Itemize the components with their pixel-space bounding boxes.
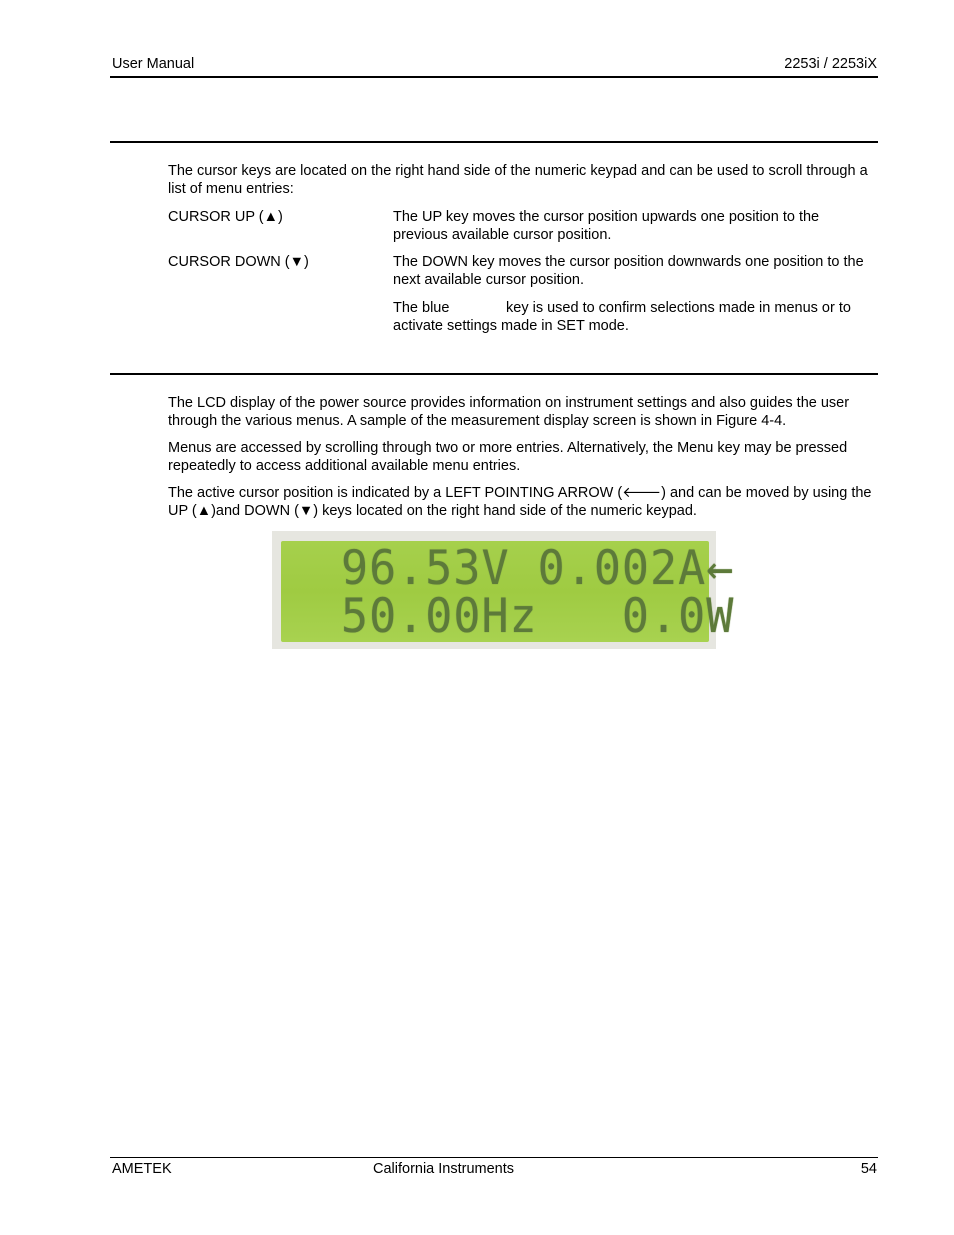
lcd-para-2: Menus are accessed by scrolling through two or more entries. Alternatively, the Menu key may be pressed repeatedly to access additional available menu entries. bbox=[168, 440, 848, 474]
lcd-line-2: 50.00Hz 0.0W bbox=[341, 588, 735, 644]
footer-division: California Instruments bbox=[373, 1161, 515, 1177]
footer-rule bbox=[110, 1157, 878, 1158]
lcd-para-3: The active cursor position is indicated by a LEFT POINTING ARROW (🡐) and can be moved by using the UP (▲)and DOWN (▼) keys located on the right hand side of the numeric keypad. bbox=[168, 485, 872, 519]
cursor-intro: The cursor keys are located on the right hand side of the numeric keypad and can be used to scroll through a list of menu entries: bbox=[168, 163, 868, 197]
enter-desc-rest: key is used to confirm selections made in menus or to activate settings made in SET mode. bbox=[393, 300, 851, 334]
page-number: 54 bbox=[860, 1161, 877, 1177]
lcd-line-1: 96.53V 0.002A← bbox=[341, 540, 735, 596]
header-model: 2253i / 2253iX bbox=[784, 56, 877, 72]
footer-company: AMETEK bbox=[112, 1161, 172, 1177]
lcd-display-image bbox=[272, 531, 735, 649]
cursor-up-key: CURSOR UP (▲) bbox=[168, 209, 283, 225]
header-title: User Manual bbox=[112, 56, 195, 72]
lcd-para-1: The LCD display of the power source provides information on instrument settings and also guides the user through the various menus. A sample of the measurement display screen is shown in Figure 4-4. bbox=[168, 395, 850, 429]
cursor-up-desc: The UP key moves the cursor position upwards one position to the previous available cursor position. bbox=[393, 209, 820, 243]
header-rule bbox=[110, 76, 878, 78]
lcd-screen bbox=[281, 540, 735, 644]
section-rule-cursor bbox=[110, 141, 878, 143]
section-rule-lcd bbox=[110, 373, 878, 375]
cursor-down-key: CURSOR DOWN (▼) bbox=[168, 254, 309, 270]
enter-desc-start: The blue bbox=[393, 300, 450, 316]
cursor-down-desc: The DOWN key moves the cursor position downwards one position to the next available cursor position. bbox=[393, 254, 864, 288]
